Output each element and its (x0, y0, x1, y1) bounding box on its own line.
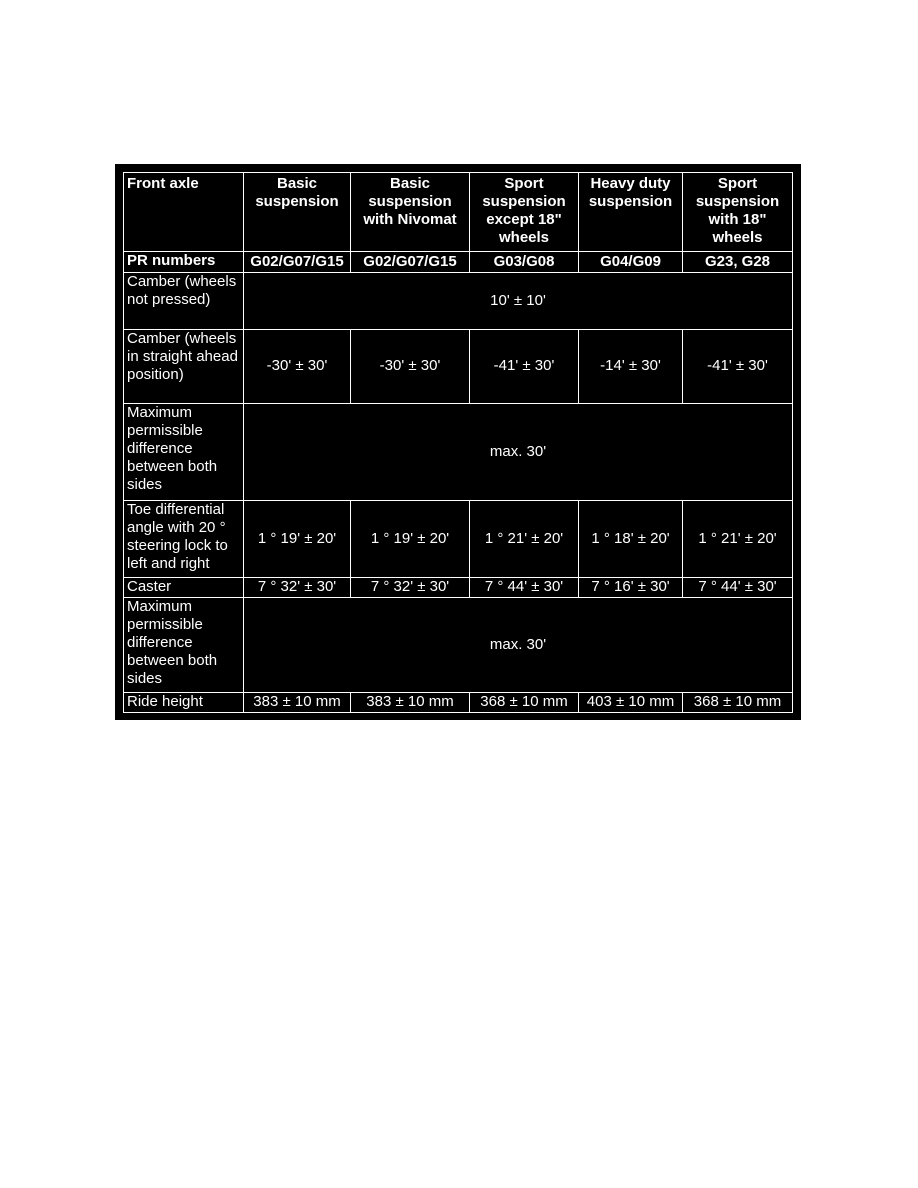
column-header: Basic suspension with Nivomat (351, 173, 470, 252)
front-axle-spec-table (123, 172, 793, 713)
camber-not-pressed-row (124, 272, 793, 329)
row-label: Camber (wheels not pressed) (124, 272, 244, 329)
table-cell: 1 ° 19' ± 20' (351, 501, 470, 577)
table-cell: -41' ± 30' (683, 329, 793, 403)
table-cell: 1 ° 21' ± 20' (470, 501, 579, 577)
max-diff-caster-row (124, 598, 793, 693)
table-cell: -41' ± 30' (470, 329, 579, 403)
table-cell: -14' ± 30' (579, 329, 683, 403)
table-cell: G23, G28 (683, 252, 793, 272)
caster-row (124, 577, 793, 597)
toe-diff-row (124, 501, 793, 577)
table-cell: 7 ° 44' ± 30' (470, 577, 579, 597)
merged-value-cell: max. 30' (244, 403, 793, 501)
camber-straight-row (124, 329, 793, 403)
column-header: Sport suspension except 18" wheels (470, 173, 579, 252)
max-diff-camber-row (124, 403, 793, 501)
row-label: Toe differential angle with 20 ° steering lock to left and right (124, 501, 244, 577)
merged-value-cell: 10' ± 10' (244, 272, 793, 329)
row-label: Caster (124, 577, 244, 597)
column-header: Heavy duty suspension (579, 173, 683, 252)
column-header: Basic suspension (244, 173, 351, 252)
front-axle-spec-panel (115, 164, 801, 720)
table-cell: 1 ° 18' ± 20' (579, 501, 683, 577)
row-label: Maximum permissible difference between both sides (124, 598, 244, 693)
table-cell: 383 ± 10 mm (244, 692, 351, 712)
table-cell: G02/G07/G15 (351, 252, 470, 272)
table-cell: 7 ° 44' ± 30' (683, 577, 793, 597)
table-cell: 7 ° 16' ± 30' (579, 577, 683, 597)
table-cell: 1 ° 19' ± 20' (244, 501, 351, 577)
table-cell: -30' ± 30' (244, 329, 351, 403)
table-cell: 383 ± 10 mm (351, 692, 470, 712)
row-label: Ride height (124, 692, 244, 712)
corner-label: Front axle (124, 173, 244, 252)
table-cell: 403 ± 10 mm (579, 692, 683, 712)
row-label: Camber (wheels in straight ahead position) (124, 329, 244, 403)
pr-numbers-row (124, 252, 793, 272)
column-header: Sport suspension with 18" wheels (683, 173, 793, 252)
row-label: Maximum permissible difference between both sides (124, 403, 244, 501)
table-cell: 368 ± 10 mm (683, 692, 793, 712)
table-cell: 368 ± 10 mm (470, 692, 579, 712)
table-cell: 7 ° 32' ± 30' (351, 577, 470, 597)
table-cell: G04/G09 (579, 252, 683, 272)
ride-height-row (124, 692, 793, 712)
row-label: PR numbers (124, 252, 244, 272)
header-row (124, 173, 793, 252)
table-cell: -30' ± 30' (351, 329, 470, 403)
table-cell: G03/G08 (470, 252, 579, 272)
table-cell: 1 ° 21' ± 20' (683, 501, 793, 577)
merged-value-cell: max. 30' (244, 598, 793, 693)
table-cell: 7 ° 32' ± 30' (244, 577, 351, 597)
table-cell: G02/G07/G15 (244, 252, 351, 272)
